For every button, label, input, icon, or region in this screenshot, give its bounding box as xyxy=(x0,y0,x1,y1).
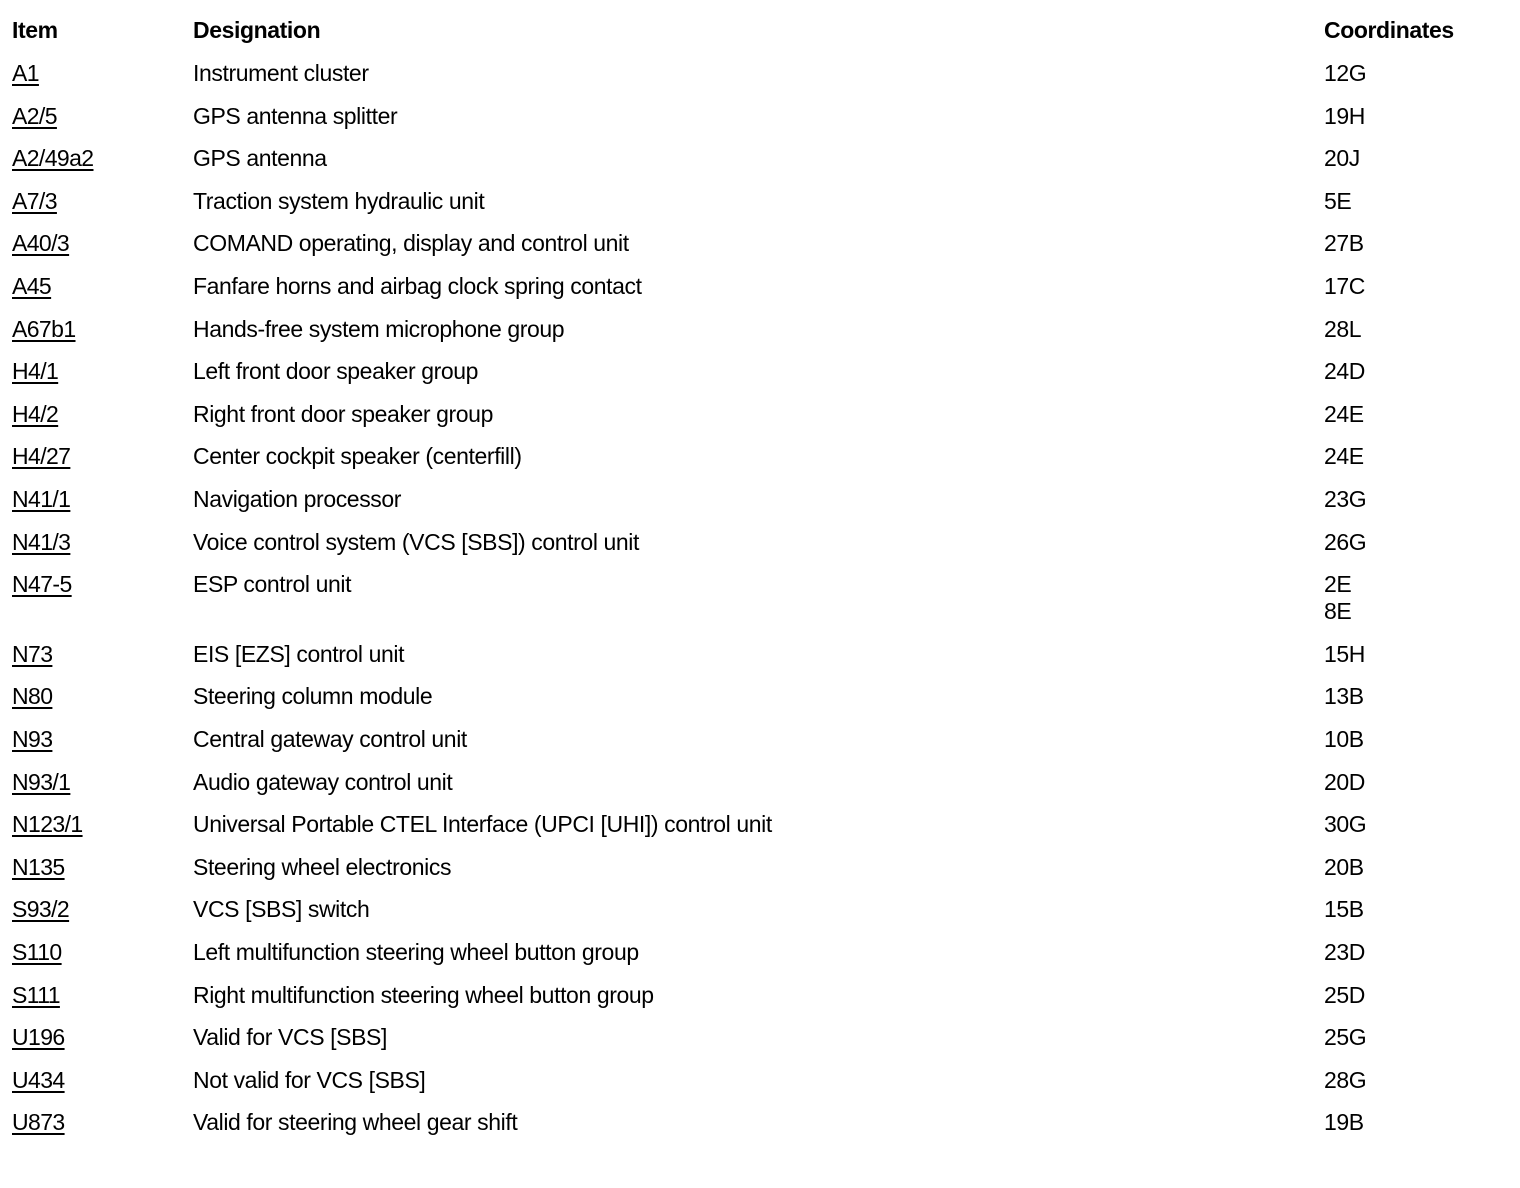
item-cell xyxy=(12,1024,65,1051)
coordinates-cell xyxy=(1324,982,1365,1009)
designation-cell: Left multifunction steering wheel button group xyxy=(193,939,639,965)
coordinate-value: 13B xyxy=(1324,683,1364,710)
coordinates-cell xyxy=(1324,486,1366,513)
coordinates-cell xyxy=(1324,683,1364,710)
item-cell xyxy=(12,939,62,966)
coordinates-cell xyxy=(1324,896,1364,923)
coordinates-cell xyxy=(1324,811,1366,838)
item-link[interactable]: N41/3 xyxy=(12,528,71,555)
item-cell xyxy=(12,529,70,556)
item-cell xyxy=(12,358,58,385)
coordinates-cell xyxy=(1324,854,1364,881)
item-cell xyxy=(12,641,52,668)
coordinate-value: 25G xyxy=(1324,1024,1367,1051)
item-cell xyxy=(12,896,69,923)
designation-cell: Left front door speaker group xyxy=(193,358,479,385)
designation-cell: VCS [SBS] switch xyxy=(193,896,370,923)
item-link[interactable]: N93 xyxy=(12,726,53,752)
coordinate-value: 19H xyxy=(1324,102,1365,129)
item-link[interactable]: A2/49a2 xyxy=(12,145,94,172)
designation-cell: Steering wheel electronics xyxy=(193,853,452,880)
coordinates-cell xyxy=(1324,939,1365,966)
item-cell xyxy=(12,571,72,598)
item-link[interactable]: A40/3 xyxy=(12,230,70,257)
coordinates-column-header: Coordinates xyxy=(1324,17,1454,43)
coordinate-value: 20D xyxy=(1324,768,1365,795)
designation-cell: COMAND operating, display and control unit xyxy=(193,230,629,257)
coordinate-value: 28L xyxy=(1324,315,1362,342)
item-cell xyxy=(12,401,58,428)
designation-cell: Navigation processor xyxy=(193,486,402,512)
coordinates-cell xyxy=(1324,188,1351,215)
designation-cell: GPS antenna splitter xyxy=(193,102,398,129)
coordinate-value: 2E xyxy=(1324,571,1352,598)
item-link[interactable]: N123/1 xyxy=(12,811,83,838)
coordinates-cell xyxy=(1324,726,1364,753)
designation-cell: Audio gateway control unit xyxy=(193,768,453,795)
item-cell xyxy=(12,769,70,796)
item-column-header: Item xyxy=(12,17,58,43)
coordinate-value: 23G xyxy=(1324,486,1367,512)
item-cell xyxy=(12,188,57,215)
item-link[interactable]: U434 xyxy=(12,1066,65,1093)
item-cell xyxy=(12,982,60,1009)
item-link[interactable]: S111 xyxy=(12,981,60,1008)
item-cell xyxy=(12,854,65,881)
coordinate-value: 19B xyxy=(1324,1109,1364,1136)
coordinates-cell xyxy=(1324,1067,1366,1094)
coordinate-value: 8E xyxy=(1324,598,1352,625)
designation-cell: Traction system hydraulic unit xyxy=(193,187,485,214)
coordinates-cell xyxy=(1324,1024,1366,1051)
designation-cell: Instrument cluster xyxy=(193,60,369,86)
coordinates-cell xyxy=(1324,769,1365,796)
item-link[interactable]: S110 xyxy=(12,939,62,965)
coordinate-value: 20B xyxy=(1324,853,1364,880)
item-cell xyxy=(12,443,70,470)
item-link[interactable]: H4/1 xyxy=(12,358,59,385)
designation-cell: Voice control system (VCS [SBS]) control unit xyxy=(193,528,640,555)
coordinate-value: 26G xyxy=(1324,528,1367,555)
item-link[interactable]: A45 xyxy=(12,273,52,299)
item-cell xyxy=(12,683,52,710)
item-cell xyxy=(12,103,57,130)
coordinate-value: 12G xyxy=(1324,60,1367,86)
coordinate-value: 15H xyxy=(1324,640,1365,667)
designation-cell: Valid for VCS [SBS] xyxy=(193,1024,387,1051)
coordinate-value: 24E xyxy=(1324,443,1364,470)
coordinates-cell xyxy=(1324,443,1364,470)
item-link[interactable]: N93/1 xyxy=(12,768,71,795)
designation-cell: Valid for steering wheel gear shift xyxy=(193,1109,518,1136)
coordinate-value: 30G xyxy=(1324,811,1367,838)
designation-cell: Right multifunction steering wheel button group xyxy=(193,981,654,1008)
coordinates-cell xyxy=(1324,145,1360,172)
coordinates-cell xyxy=(1324,571,1351,625)
item-cell xyxy=(12,811,83,838)
coordinate-value: 20J xyxy=(1324,145,1360,172)
item-cell xyxy=(12,726,52,753)
designation-cell: Right front door speaker group xyxy=(193,400,493,427)
coordinates-cell xyxy=(1324,358,1365,385)
coordinates-cell xyxy=(1324,60,1366,87)
item-link[interactable]: N80 xyxy=(12,683,53,710)
coordinate-value: 15B xyxy=(1324,896,1364,923)
item-link[interactable]: A7/3 xyxy=(12,187,57,214)
coordinates-cell xyxy=(1324,273,1365,300)
coordinates-cell xyxy=(1324,1109,1364,1136)
designation-cell: Hands-free system microphone group xyxy=(193,315,565,342)
item-cell xyxy=(12,60,39,87)
designation-column-header: Designation xyxy=(193,17,321,43)
item-cell xyxy=(12,1109,65,1136)
designation-cell: Not valid for VCS [SBS] xyxy=(193,1066,426,1093)
item-cell xyxy=(12,1067,65,1094)
item-link[interactable]: N73 xyxy=(12,640,53,667)
item-cell xyxy=(12,486,70,513)
item-link[interactable]: N47-5 xyxy=(12,571,72,598)
coordinates-cell xyxy=(1324,316,1361,343)
coordinate-value: 24D xyxy=(1324,358,1365,385)
coordinates-cell xyxy=(1324,103,1365,130)
item-cell xyxy=(12,273,51,300)
coordinates-cell xyxy=(1324,230,1364,257)
designation-cell: Central gateway control unit xyxy=(193,726,467,752)
item-link[interactable]: H4/2 xyxy=(12,400,59,427)
coordinates-cell xyxy=(1324,401,1364,428)
item-link[interactable]: U873 xyxy=(12,1109,65,1136)
designation-cell: ESP control unit xyxy=(193,571,352,598)
item-link[interactable]: N41/1 xyxy=(12,486,71,512)
coordinates-cell xyxy=(1324,529,1366,556)
coordinate-value: 24E xyxy=(1324,400,1364,427)
coordinate-value: 10B xyxy=(1324,726,1364,752)
designation-cell: Fanfare horns and airbag clock spring contact xyxy=(193,273,642,299)
coordinates-cell xyxy=(1324,641,1365,668)
coordinate-value: 17C xyxy=(1324,273,1365,299)
coordinate-value: 23D xyxy=(1324,939,1365,965)
item-link[interactable]: A2/5 xyxy=(12,102,57,129)
coordinate-value: 27B xyxy=(1324,230,1364,257)
coordinate-value: 5E xyxy=(1324,187,1352,214)
item-link[interactable]: H4/27 xyxy=(12,443,71,470)
item-link[interactable]: A67b1 xyxy=(12,315,76,342)
item-link[interactable]: A1 xyxy=(12,60,39,86)
item-cell xyxy=(12,230,69,257)
coordinate-value: 25D xyxy=(1324,981,1365,1008)
item-link[interactable]: S93/2 xyxy=(12,896,70,923)
designation-cell: Steering column module xyxy=(193,683,433,710)
item-cell xyxy=(12,316,76,343)
coordinate-value: 28G xyxy=(1324,1066,1367,1093)
item-link[interactable]: U196 xyxy=(12,1024,65,1051)
designation-cell: Center cockpit speaker (centerfill) xyxy=(193,443,522,470)
item-cell xyxy=(12,145,94,172)
item-link[interactable]: N135 xyxy=(12,853,65,880)
designation-cell: EIS [EZS] control unit xyxy=(193,640,405,667)
designation-cell: Universal Portable CTEL Interface (UPCI [UHI]) control unit xyxy=(193,811,772,838)
designation-cell: GPS antenna xyxy=(193,145,327,172)
